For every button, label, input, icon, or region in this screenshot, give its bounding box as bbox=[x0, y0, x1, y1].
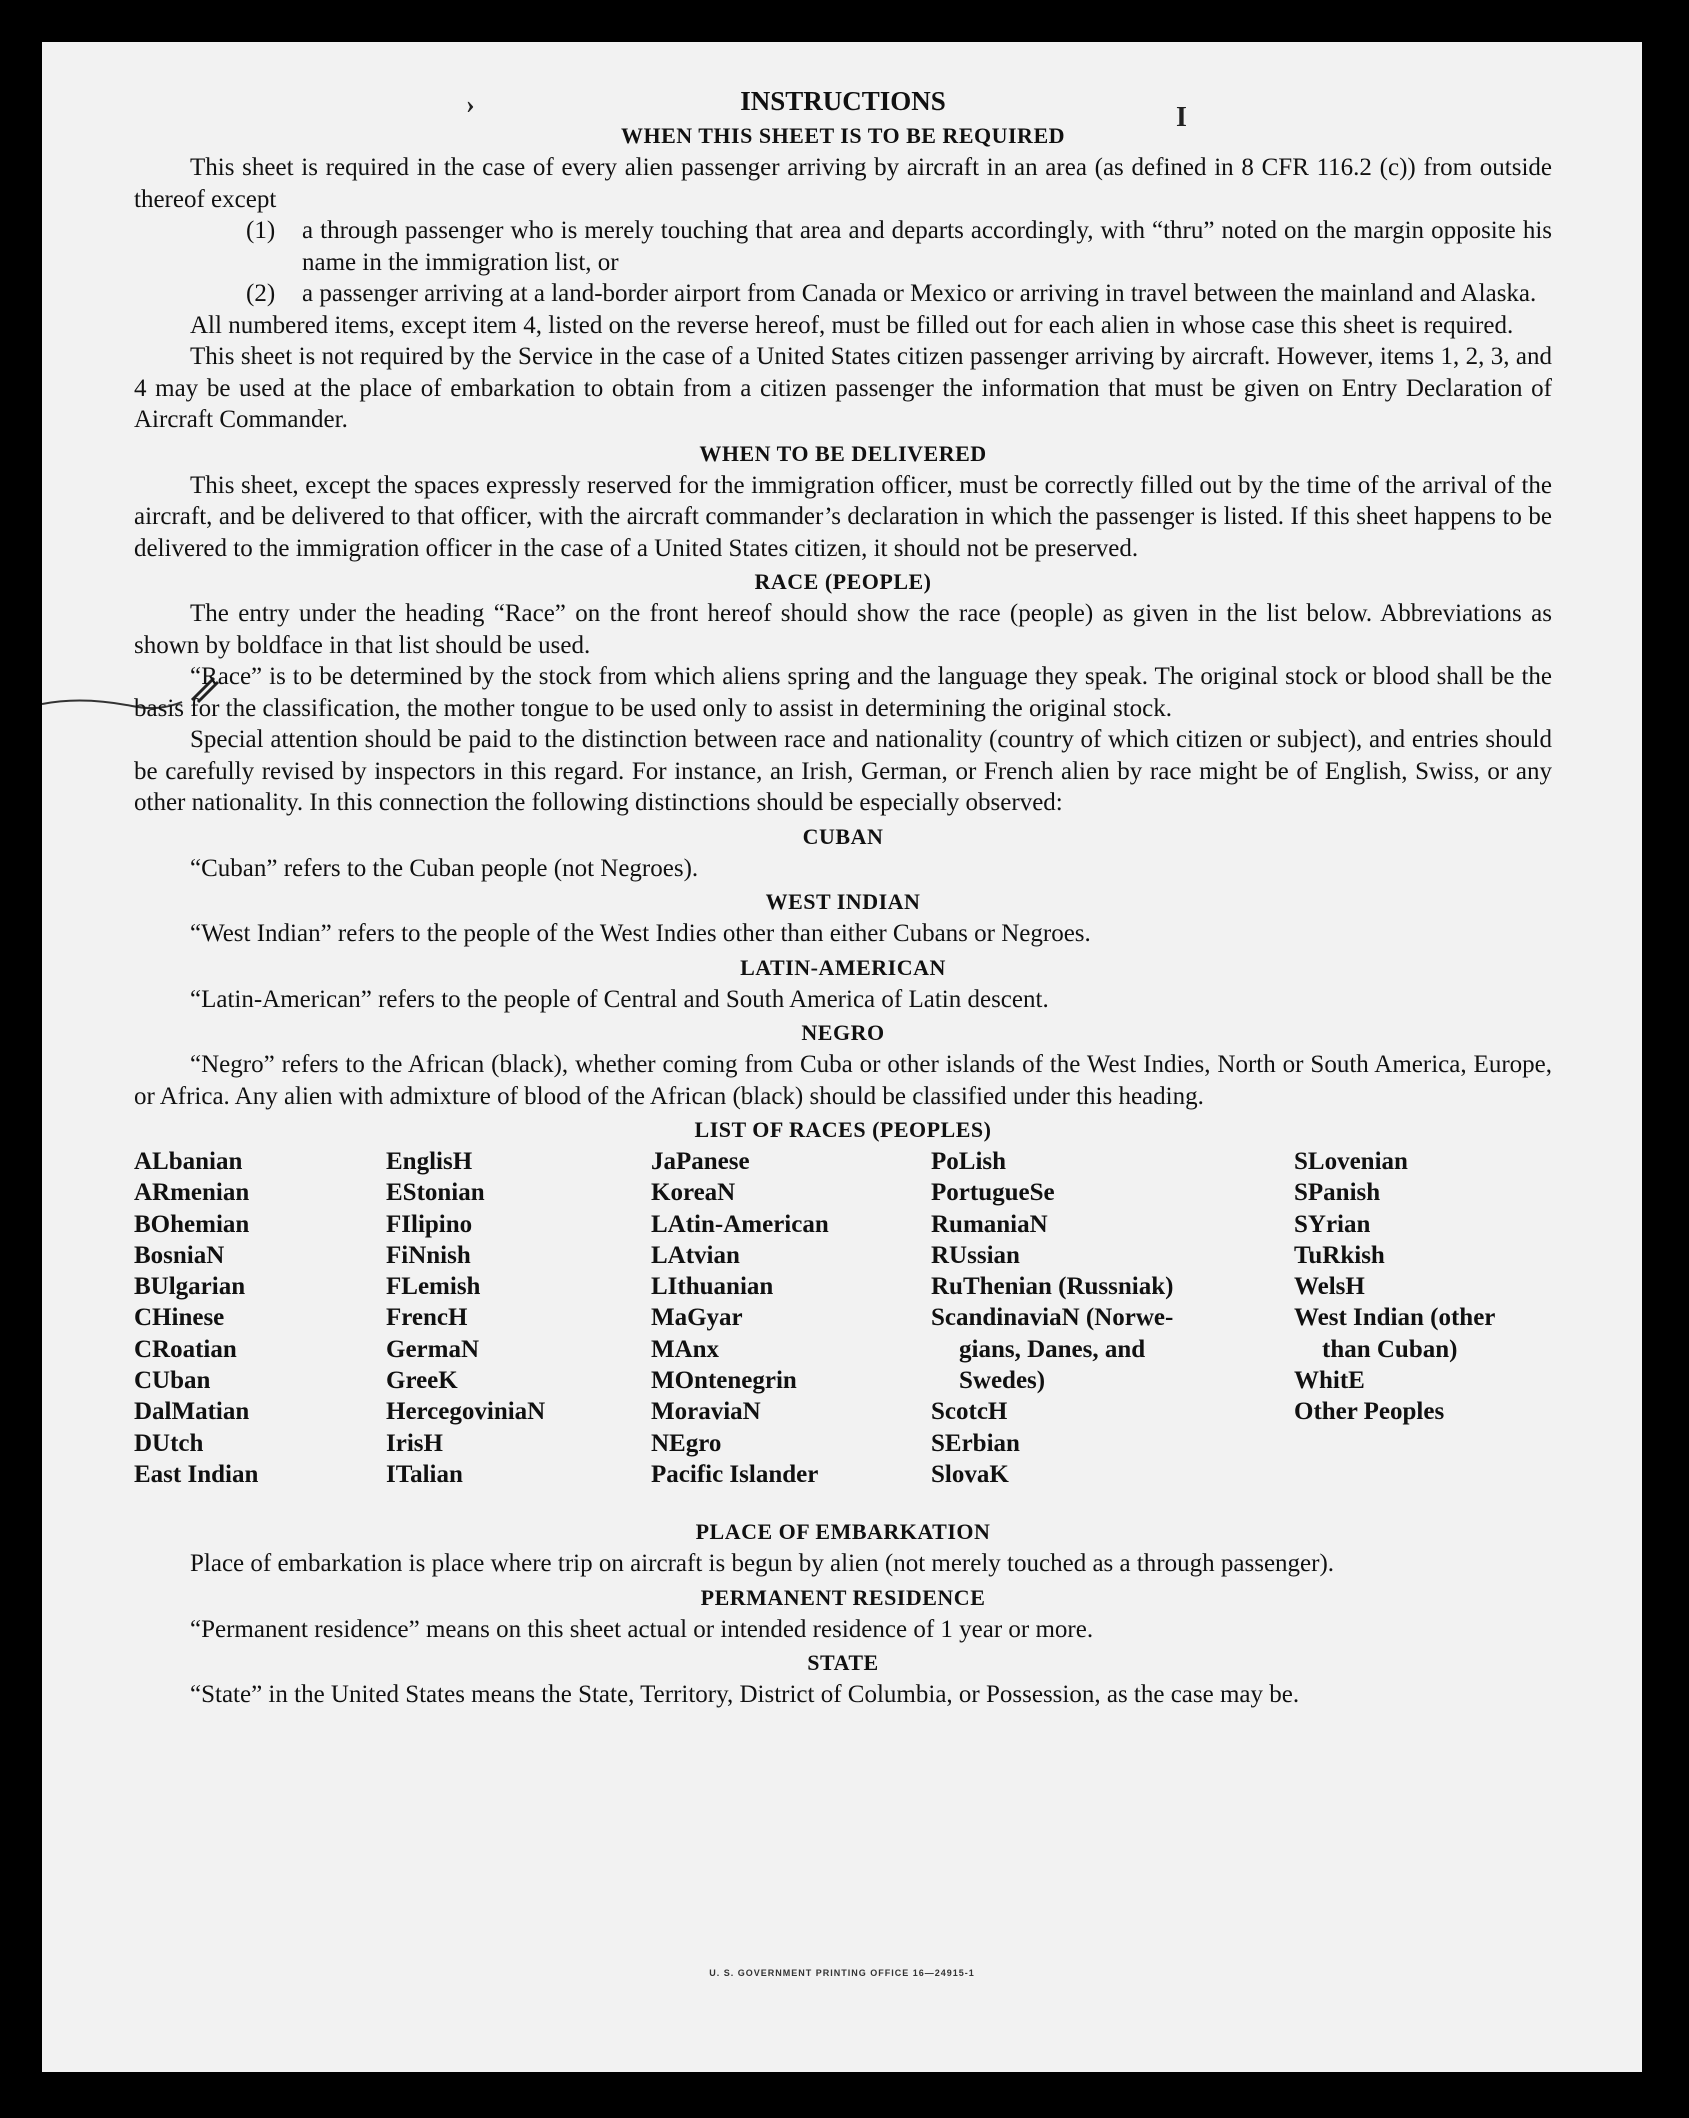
race-entry: DUtch bbox=[134, 1429, 204, 1457]
race-entry: MOntenegrin bbox=[651, 1367, 797, 1395]
race-entry: LAtin-American bbox=[651, 1210, 829, 1238]
race-entry: RumaniaN bbox=[931, 1210, 1048, 1238]
race-entry: DalMatian bbox=[134, 1398, 250, 1426]
section-heading-when-delivered: WHEN TO BE DELIVERED bbox=[699, 440, 987, 466]
section-heading-race: RACE (PEOPLE) bbox=[754, 569, 932, 594]
race-entry: FLemish bbox=[386, 1273, 481, 1301]
race-entry: HercegoviniaN bbox=[386, 1398, 546, 1426]
race-entry: MaGyar bbox=[651, 1304, 743, 1332]
section-heading-west-indian: WEST INDIAN bbox=[765, 889, 921, 914]
list-number: (1) bbox=[246, 217, 276, 244]
race-entry: NEgro bbox=[651, 1429, 722, 1457]
ink-mark: I bbox=[1176, 102, 1187, 133]
definition-text: Place of embarkation is place where trip on aircraft is begun by alien (not merely touched as a through passenger). bbox=[190, 1550, 1335, 1577]
race-entry: PortugueSe bbox=[931, 1179, 1055, 1207]
list-item bbox=[246, 278, 1552, 310]
race-entry: Pacific Islander bbox=[651, 1460, 819, 1488]
race-entry: ScotcH bbox=[931, 1398, 1008, 1426]
race-entry: ITalian bbox=[386, 1460, 463, 1488]
definition-text: “West Indian” refers to the people of the West Indies other than either Cubans or Negroes. bbox=[190, 920, 1091, 947]
race-entry: BosniaN bbox=[134, 1241, 225, 1269]
instructions-content bbox=[134, 84, 1552, 1711]
race-entry: East Indian bbox=[134, 1460, 259, 1488]
race-entry: CUban bbox=[134, 1367, 211, 1395]
race-entry: WelsH bbox=[1294, 1273, 1365, 1301]
race-entry: SlovaK bbox=[931, 1460, 1009, 1488]
race-entry: than Cuban) bbox=[1322, 1335, 1458, 1363]
paragraph: Special attention should be paid to the distinction between race and nationality (country of which citizen or subject), and entries should be carefully revised by inspectors in this regard. For instance, an Irish, German, or French alien by race might be of English, Swiss, or any other nationality. In this connection the following distinctions should be especially observed: bbox=[134, 726, 1552, 816]
race-entry: FIlipino bbox=[386, 1210, 473, 1238]
race-entry: SErbian bbox=[931, 1429, 1020, 1457]
races-column-4 bbox=[931, 1146, 1173, 1490]
definition-text: “State” in the United States means the State, Territory, District of Columbia, or Possession, as the case may be. bbox=[190, 1681, 1300, 1708]
race-entry: FrencH bbox=[386, 1304, 468, 1332]
race-entry: EStonian bbox=[386, 1179, 485, 1207]
race-entry: gians, Danes, and bbox=[959, 1335, 1146, 1363]
race-entry: Other Peoples bbox=[1294, 1398, 1445, 1426]
page-title: INSTRUCTIONS bbox=[740, 86, 946, 116]
list-text: a passenger arriving at a land-border airport from Canada or Mexico or arriving in travel between the mainland and Alaska. bbox=[302, 280, 1537, 307]
race-entry: PoLish bbox=[931, 1148, 1007, 1175]
section-heading-state: STATE bbox=[807, 1650, 879, 1675]
race-entry: SLovenian bbox=[1294, 1148, 1408, 1175]
paragraph: This sheet, except the spaces expressly reserved for the immigration officer, must be correctly filled out by the time of the arrival of the aircraft, and be delivered to that officer, with the aircraft commander’s declaration in which the passenger is listed. If this sheet happens to be delivered to the immigration officer in the case of a United States citizen, it should not be preserved. bbox=[134, 471, 1552, 562]
race-entry: LAtvian bbox=[651, 1241, 740, 1269]
definition-text: “Permanent residence” means on this sheet actual or intended residence of 1 year or more. bbox=[190, 1615, 1094, 1643]
race-entry: SPanish bbox=[1294, 1179, 1381, 1207]
section-heading-latin-american: LATIN-AMERICAN bbox=[740, 954, 946, 980]
race-entry: West Indian (other bbox=[1294, 1304, 1496, 1332]
race-entry: CHinese bbox=[134, 1304, 225, 1332]
paragraph: The entry under the heading “Race” on the front hereof should show the race (people) as given in the list below. Abbreviations as shown by boldface in that list should be used. bbox=[134, 600, 1552, 659]
section-heading-list-of-races: LIST OF RACES (PEOPLES) bbox=[694, 1117, 992, 1142]
race-entry: ALbanian bbox=[134, 1148, 243, 1175]
section-heading-cuban: CUBAN bbox=[802, 823, 884, 849]
section-heading-residence: PERMANENT RESIDENCE bbox=[700, 1584, 986, 1610]
races-column-3 bbox=[651, 1146, 829, 1490]
paragraph: This sheet is not required by the Service in the case of a United States citizen passenger arriving by aircraft. However, items 1, 2, 3, and 4 may be used at the place of embarkation to obtain from a citizen passenger the information that must be given on Entry Declaration of Aircraft Commander. bbox=[134, 343, 1552, 433]
race-entry: IrisH bbox=[386, 1429, 443, 1457]
paragraph: “Race” is to be determined by the stock from which aliens spring and the language they speak. The original stock or blood shall be the basis for the classification, the mother tongue to be used only to assist in determining the original stock. bbox=[134, 663, 1552, 722]
race-entry: GreeK bbox=[386, 1367, 458, 1395]
races-column-1 bbox=[134, 1146, 258, 1490]
race-entry: WhitE bbox=[1294, 1367, 1365, 1395]
race-entry: GermaN bbox=[386, 1335, 480, 1363]
race-entry: MAnx bbox=[651, 1335, 720, 1363]
ink-mark: › bbox=[466, 90, 475, 119]
race-entry: FiNnish bbox=[386, 1241, 471, 1269]
races-column-2 bbox=[386, 1146, 545, 1490]
list-number: (2) bbox=[246, 280, 276, 307]
paragraph: This sheet is required in the case of every alien passenger arriving by aircraft in an area (as defined in 8 CFR 116.2 (c)) from outside thereof except bbox=[134, 154, 1552, 213]
races-column-5 bbox=[1294, 1146, 1495, 1428]
race-entry: EnglisH bbox=[386, 1148, 473, 1175]
list-item bbox=[246, 215, 1552, 278]
race-entry: BUlgarian bbox=[134, 1273, 246, 1301]
race-entry: Swedes) bbox=[959, 1367, 1046, 1395]
paragraph: All numbered items, except item 4, listed on the reverse hereof, must be filled out for each alien in whose case this sheet is required. bbox=[190, 311, 1514, 339]
races-list bbox=[134, 1146, 1552, 1514]
list-text: a through passenger who is merely touching that area and departs accordingly, with “thru” noted on the margin opposite his name in the immigration list, or bbox=[302, 217, 1552, 276]
race-entry: CRoatian bbox=[134, 1335, 237, 1363]
section-heading-when-required: WHEN THIS SHEET IS TO BE REQUIRED bbox=[620, 123, 1066, 148]
definition-text: “Negro” refers to the African (black), whether coming from Cuba or other islands of the West Indies, North or South America, Europe, or Africa. Any alien with admixture of blood of the African (black) should be classified under this heading. bbox=[134, 1051, 1552, 1110]
race-entry: SYrian bbox=[1294, 1210, 1371, 1238]
race-entry: ARmenian bbox=[134, 1179, 250, 1207]
section-heading-negro: NEGRO bbox=[801, 1020, 885, 1045]
definition-text: “Latin-American” refers to the people of Central and South America of Latin descent. bbox=[190, 985, 1049, 1013]
race-entry: TuRkish bbox=[1294, 1241, 1385, 1269]
race-entry: RuThenian (Russniak) bbox=[931, 1273, 1174, 1301]
printer-imprint: U. S. GOVERNMENT PRINTING OFFICE 16—24915-1 bbox=[709, 1968, 975, 1978]
section-heading-embarkation: PLACE OF EMBARKATION bbox=[695, 1519, 991, 1544]
race-entry: KoreaN bbox=[651, 1179, 736, 1207]
race-entry: ScandinaviaN (Norwe- bbox=[931, 1304, 1174, 1332]
document-page bbox=[42, 42, 1642, 2072]
definition-text: “Cuban” refers to the Cuban people (not Negroes). bbox=[190, 854, 699, 882]
race-entry: MoraviaN bbox=[651, 1398, 761, 1426]
race-entry: LIthuanian bbox=[651, 1273, 774, 1301]
race-entry: BOhemian bbox=[134, 1210, 250, 1238]
race-entry: RUssian bbox=[931, 1241, 1020, 1269]
race-entry: JaPanese bbox=[651, 1148, 750, 1175]
